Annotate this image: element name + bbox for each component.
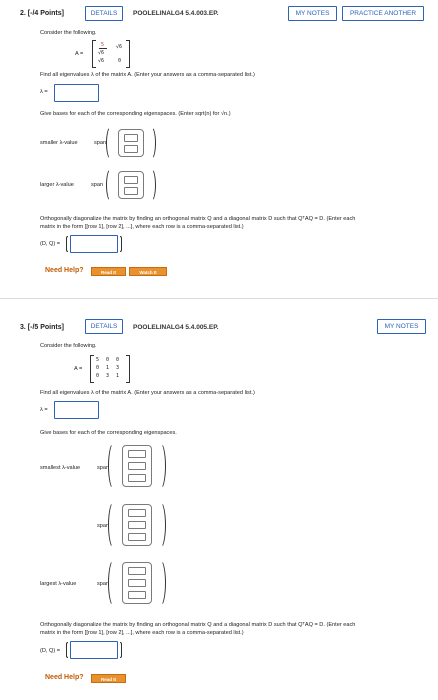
eigenvalues-input[interactable]	[54, 84, 99, 102]
smaller-eigenspace-basis	[106, 126, 166, 160]
basis-entry-input[interactable]	[124, 134, 138, 142]
matrix-a	[90, 355, 130, 383]
matrix-entry: √6	[98, 58, 105, 64]
matrix-entry: 0	[96, 365, 100, 371]
matrix-entry: 0	[116, 357, 120, 363]
basis-entry-input[interactable]	[128, 474, 146, 482]
orthogonal-instructions-1: Orthogonally diagonalize the matrix by finding an orthogonal matrix Q and a diagonal matrix D such that QᵀAQ = D. (Enter each	[40, 622, 356, 628]
matrix-entry: 3	[116, 365, 120, 371]
basis-entry-input[interactable]	[128, 521, 146, 529]
give-bases-text: Give bases for each of the corresponding eigenspaces. (Enter sqrt(n) for √n.)	[40, 111, 231, 117]
matrix-entry: 5	[96, 357, 100, 363]
find-eigen-text: Find all eigenvalues λ of the matrix A. (Enter your answers as a comma-separated list.)	[40, 72, 255, 78]
basis-entry-input[interactable]	[128, 533, 146, 541]
give-bases-text: Give bases for each of the corresponding eigenspaces.	[40, 430, 177, 436]
basis-entry-input[interactable]	[128, 509, 146, 517]
matrix-entry: √6	[98, 50, 105, 56]
largest-lambda-label: largest λ-value	[40, 581, 77, 587]
lambda-label: λ =	[40, 89, 48, 95]
matrix-label: A =	[75, 51, 84, 57]
details-button[interactable]: DETAILS	[85, 6, 123, 21]
smallest-eigenspace-basis	[108, 442, 178, 490]
matrix-entry: 1	[106, 365, 110, 371]
span-label: span	[97, 581, 110, 587]
dq-input[interactable]	[70, 641, 118, 659]
matrix-entry: 3	[106, 373, 110, 379]
lambda-label: λ =	[40, 407, 48, 413]
question-separator	[0, 298, 438, 299]
basis-entry-input[interactable]	[128, 567, 146, 575]
question-3-code: POOLELINALG4 5.4.005.EP.	[133, 324, 219, 331]
orthogonal-instructions-2: matrix in the form [[row 1], [row 2], ...], where each row is a comma-separated list.)	[40, 630, 244, 636]
question-2-code: POOLELINALG4 5.4.003.EP.	[133, 10, 219, 17]
basis-entry-input[interactable]	[124, 145, 138, 153]
span-label: span	[94, 140, 107, 146]
consider-text: Consider the following.	[40, 30, 97, 36]
span-label: span	[97, 465, 110, 471]
details-button[interactable]: DETAILS	[85, 319, 123, 334]
my-notes-button[interactable]: MY NOTES	[288, 6, 337, 21]
basis-entry-input[interactable]	[128, 450, 146, 458]
practice-another-button[interactable]: PRACTICE ANOTHER	[342, 6, 424, 21]
matrix-entry: √6	[116, 44, 123, 50]
basis-entry-input[interactable]	[124, 187, 138, 195]
larger-eigenspace-basis	[106, 168, 166, 202]
eigenvalues-input[interactable]	[54, 401, 99, 419]
matrix-entry: 5	[101, 42, 105, 48]
matrix-a	[92, 40, 130, 68]
middle-eigenspace-basis	[108, 501, 178, 549]
smallest-lambda-label: smallest λ-value	[40, 465, 81, 471]
basis-entry-input[interactable]	[128, 462, 146, 470]
larger-lambda-label: larger λ-value	[40, 182, 74, 188]
basis-entry-input[interactable]	[128, 579, 146, 587]
matrix-label: A =	[74, 366, 83, 372]
matrix-entry: 0	[96, 373, 100, 379]
dq-label: (D, Q) =	[40, 648, 61, 654]
matrix-entry: 0	[118, 58, 122, 64]
find-eigen-text: Find all eigenvalues λ of the matrix A. (Enter your answers as a comma-separated list.)	[40, 390, 255, 396]
span-label: span	[91, 182, 104, 188]
watch-it-button[interactable]: Watch It	[129, 267, 167, 276]
smaller-lambda-label: smaller λ-value	[40, 140, 78, 146]
dq-label: (D, Q) =	[40, 241, 61, 247]
need-help-label: Need Help?	[45, 674, 84, 681]
consider-text: Consider the following.	[40, 343, 97, 349]
orthogonal-instructions-2: matrix in the form [[row 1], [row 2], ...], where each row is a comma-separated list.)	[40, 224, 244, 230]
my-notes-button[interactable]: MY NOTES	[377, 319, 426, 334]
dq-input[interactable]	[70, 235, 118, 253]
orthogonal-instructions-1: Orthogonally diagonalize the matrix by finding an orthogonal matrix Q and a diagonal matrix D such that QᵀAQ = D. (Enter each	[40, 216, 356, 222]
read-it-button[interactable]: Read It	[91, 674, 126, 683]
span-label: span	[97, 523, 110, 529]
matrix-entry: 1	[116, 373, 120, 379]
read-it-button[interactable]: Read It	[91, 267, 126, 276]
largest-eigenspace-basis	[108, 559, 178, 607]
question-2-header: 2. [-/4 Points]	[20, 10, 64, 17]
basis-entry-input[interactable]	[124, 176, 138, 184]
matrix-entry: 0	[106, 357, 110, 363]
question-3-header: 3. [-/5 Points]	[20, 324, 64, 331]
need-help-label: Need Help?	[45, 267, 84, 274]
basis-entry-input[interactable]	[128, 591, 146, 599]
